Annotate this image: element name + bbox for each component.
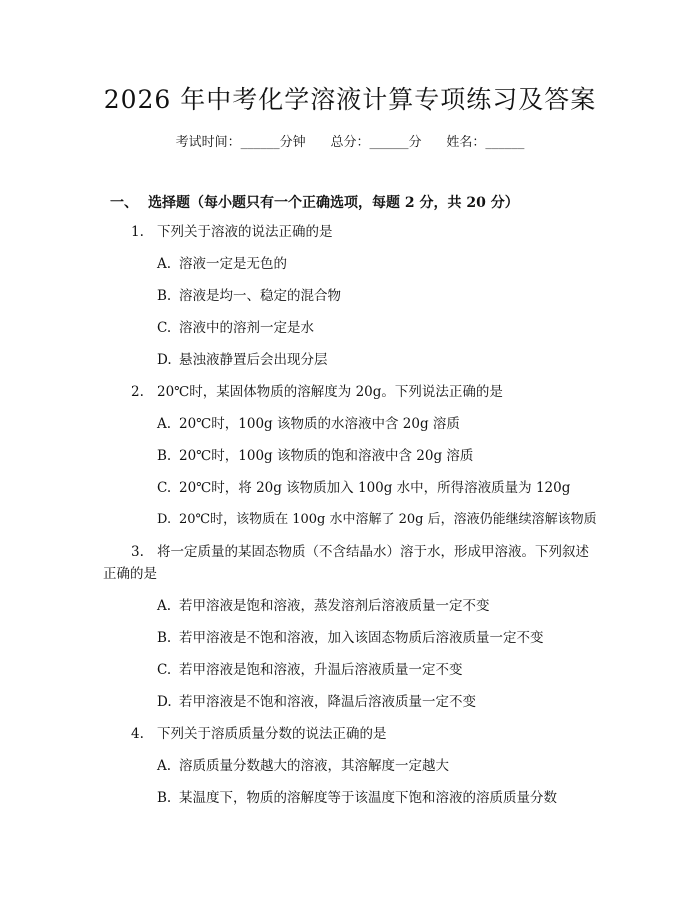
option-letter: B. [157, 448, 172, 464]
question-3-text-continued: 正确的是 [103, 566, 157, 582]
option-letter: B. [157, 790, 172, 806]
option-letter: C. [157, 662, 172, 678]
option-text: 溶液一定是无色的 [179, 256, 287, 272]
question-3-option-d [157, 692, 476, 712]
option-letter: A. [157, 256, 172, 272]
name-blank: ______ [485, 135, 525, 150]
section-heading [110, 192, 519, 212]
question-4 [131, 724, 387, 744]
option-text: 20℃时，该物质在 100g 水中溶解了 20g 后，溶液仍能继续溶解该物质 [179, 512, 597, 527]
time-label: 考试时间： [175, 135, 241, 150]
question-text: 下列关于溶液的说法正确的是 [157, 224, 333, 240]
option-text: 溶液是均一、稳定的混合物 [179, 288, 341, 304]
option-letter: D. [157, 352, 172, 368]
question-3-option-a [157, 596, 490, 616]
option-text: 某温度下，物质的溶解度等于该温度下饱和溶液的溶质质量分数 [179, 790, 557, 806]
question-2 [131, 382, 503, 402]
option-letter: C. [157, 320, 172, 336]
option-letter: D. [157, 694, 172, 710]
question-4-option-b [157, 788, 557, 808]
question-number: 4. [131, 726, 144, 742]
question-1 [131, 222, 333, 242]
option-text: 溶液中的溶剂一定是水 [179, 320, 314, 336]
section-number: 一、 [110, 195, 138, 211]
question-1-option-d [157, 350, 328, 370]
option-letter: A. [157, 758, 172, 774]
question-number: 3. [131, 544, 144, 560]
question-1-option-c [157, 318, 314, 338]
question-text: 下列关于溶质质量分数的说法正确的是 [157, 726, 387, 742]
question-3-option-b [157, 628, 544, 648]
question-number: 1. [131, 224, 144, 240]
section-title: 选择题（每小题只有一个正确选项，每题 2 分，共 20 分） [148, 195, 519, 211]
option-text: 若甲溶液是不饱和溶液，加入该固态物质后溶液质量一定不变 [179, 630, 544, 646]
option-text: 若甲溶液是不饱和溶液，降温后溶液质量一定不变 [179, 694, 476, 710]
option-letter: D. [157, 512, 172, 527]
option-letter: C. [157, 480, 172, 496]
option-letter: A. [157, 416, 172, 432]
question-1-option-b [157, 286, 341, 306]
time-unit: 分钟 [279, 135, 306, 150]
option-text: 20℃时，将 20g 该物质加入 100g 水中，所得溶液质量为 120g [179, 480, 571, 496]
question-text: 将一定质量的某固态物质（不含结晶水）溶于水，形成甲溶液。下列叙述 [157, 544, 589, 560]
question-text: 20℃时，某固体物质的溶解度为 20g。下列说法正确的是 [157, 384, 503, 400]
option-letter: A. [157, 598, 172, 614]
question-1-option-a [157, 254, 287, 274]
question-number: 2. [131, 384, 144, 400]
option-text: 20℃时，100g 该物质的水溶液中含 20g 溶质 [179, 416, 460, 432]
option-text: 悬浊液静置后会出现分层 [179, 352, 328, 368]
name-label: 姓名： [446, 135, 486, 150]
option-letter: B. [157, 288, 172, 304]
question-2-option-d [157, 510, 597, 530]
question-2-option-b [157, 446, 473, 466]
question-4-option-a [157, 756, 449, 776]
question-3-option-c [157, 660, 463, 680]
time-blank: ______ [240, 135, 280, 150]
question-2-option-c [157, 478, 570, 498]
exam-meta [0, 131, 700, 150]
option-text: 若甲溶液是饱和溶液，蒸发溶剂后溶液质量一定不变 [179, 598, 490, 614]
page-title: 2026 年中考化学溶液计算专项练习及答案 [103, 85, 597, 114]
option-text: 若甲溶液是饱和溶液，升温后溶液质量一定不变 [179, 662, 463, 678]
option-letter: B. [157, 630, 172, 646]
question-2-option-a [157, 414, 460, 434]
question-3 [131, 542, 589, 562]
score-blank: ______ [369, 135, 409, 150]
score-label: 总分： [330, 135, 370, 150]
score-unit: 分 [408, 135, 422, 150]
option-text: 溶质质量分数越大的溶液，其溶解度一定越大 [179, 758, 449, 774]
option-text: 20℃时，100g 该物质的饱和溶液中含 20g 溶质 [179, 448, 474, 464]
